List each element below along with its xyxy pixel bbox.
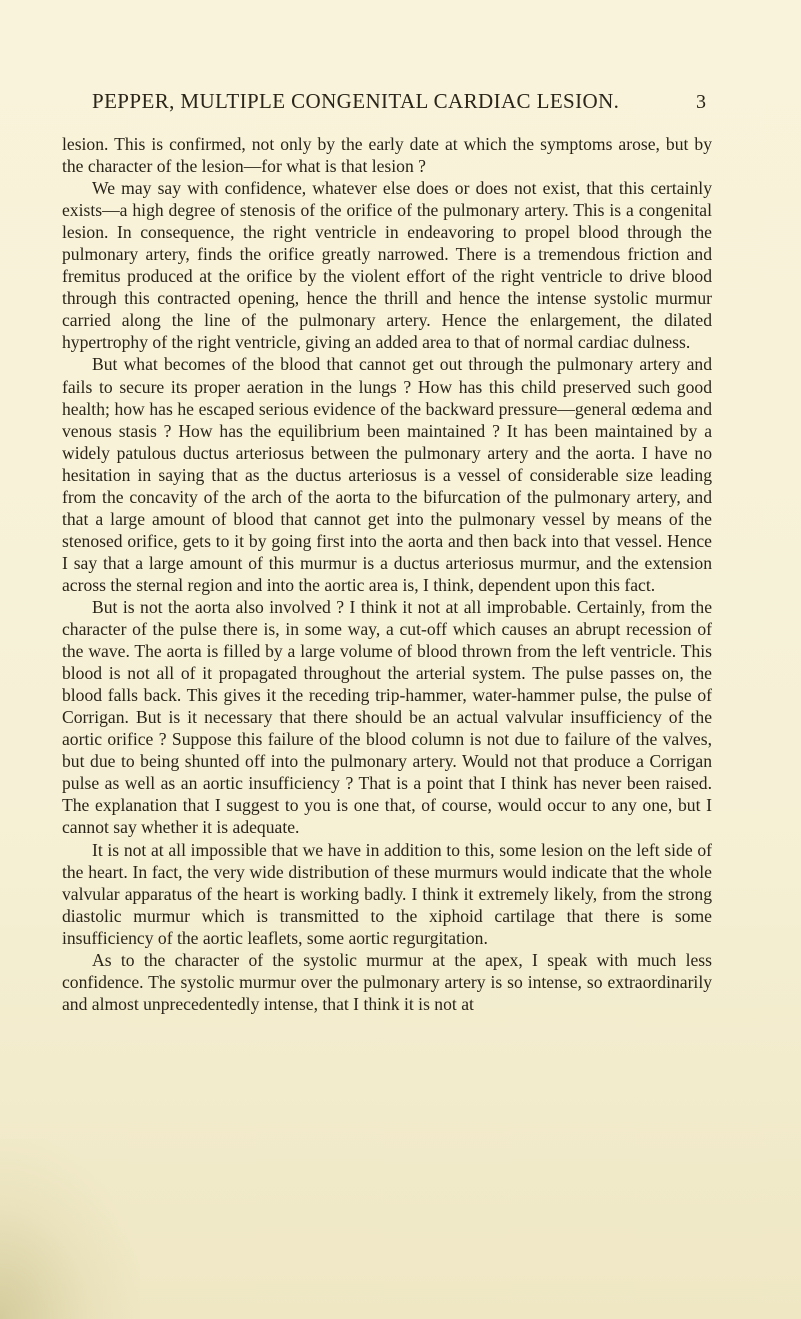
running-head: PEPPER, MULTIPLE CONGENITAL CARDIAC LESION. [92, 89, 620, 113]
page-corner-shadow [0, 1139, 140, 1319]
paragraph-1: lesion. This is confirmed, not only by the early date at which the symptoms arose, but by the character of the lesion—for what is that lesion ? [62, 134, 712, 177]
paragraph-6: As to the character of the systolic murmur at the apex, I speak with much less confidence. The systolic murmur over the pulmonary artery is so intense, so extraordinarily and almost unprecedentedly intense, that I think it is not at [62, 949, 712, 1014]
paragraph-3: But what becomes of the blood that cannot get out through the pulmonary artery and fails to secure its proper aeration in the lungs ? How has this child preserved such good health; how has he escaped serious evidence of the backward pressure—general œdema and venous stasis ? How has the equilibrium been maintained ? It has been maintained by a widely patulous ductus arteriosus between the pulmonary artery and the aorta. I have no hesitation in saying that as the ductus arteriosus is a vessel of considerable size leading from the concavity of the arch of the aorta to the bifurcation of the pulmonary artery, and that a large amount of blood that cannot get into the pulmonary vessel by means of the stenosed orifice, gets to it by going first into the aorta and then back into that vessel. Hence I say that a large amount of this murmur is a ductus arteriosus murmur, and the extension across the sternal region and into the aortic area is, I think, dependent upon this fact. [62, 354, 712, 595]
body-text [62, 133, 712, 1015]
page-number: 3 [696, 91, 706, 113]
paragraph-2: We may say with confidence, whatever else does or does not exist, that this certainly exists—a high degree of stenosis of the orifice of the pulmonary artery. This is a congenital lesion. In consequence, the right ventricle in endeavoring to propel blood through the pulmonary artery, finds the orifice greatly narrowed. There is a tremendous friction and fremitus produced at the orifice by the violent effort of the right ventricle to drive blood through this contracted opening, hence the thrill and hence the intense systolic murmur carried along the line of the pulmonary artery. Hence the enlargement, the dilated hypertrophy of the right ventricle, giving an added area to that of normal cardiac dulness. [62, 178, 712, 353]
paragraph-4: But is not the aorta also involved ? I think it not at all improbable. Certainly, from the character of the pulse there is, in some way, a cut-off which causes an abrupt recession of the wave. The aorta is filled by a large volume of blood thrown from the left ventricle. This blood is not all of it propagated throughout the arterial system. The pulse passes on, the blood falls back. This gives it the receding trip-hammer, water-hammer pulse, the pulse of Corrigan. But is it necessary that there should be an actual valvular insufficiency of the aortic orifice ? Suppose this failure of the blood column is not due to failure of the valves, but due to being shunted off into the pulmonary artery. Would not that produce a Corrigan pulse as well as an aortic insufficiency ? That is a point that I think has never been raised. The explanation that I suggest to you is one that, of course, would occur to any one, but I cannot say whether it is adequate. [62, 596, 712, 838]
paragraph-5: It is not at all impossible that we have in addition to this, some lesion on the left side of the heart. In fact, the very wide distribution of these murmurs would indicate that the whole valvular apparatus of the heart is working badly. I think it extremely likely, from the strong diastolic murmur which is transmitted to the xiphoid cartilage that there is some insufficiency of the aortic leaflets, some aortic regurgitation. [62, 839, 712, 948]
page-header [92, 89, 706, 119]
